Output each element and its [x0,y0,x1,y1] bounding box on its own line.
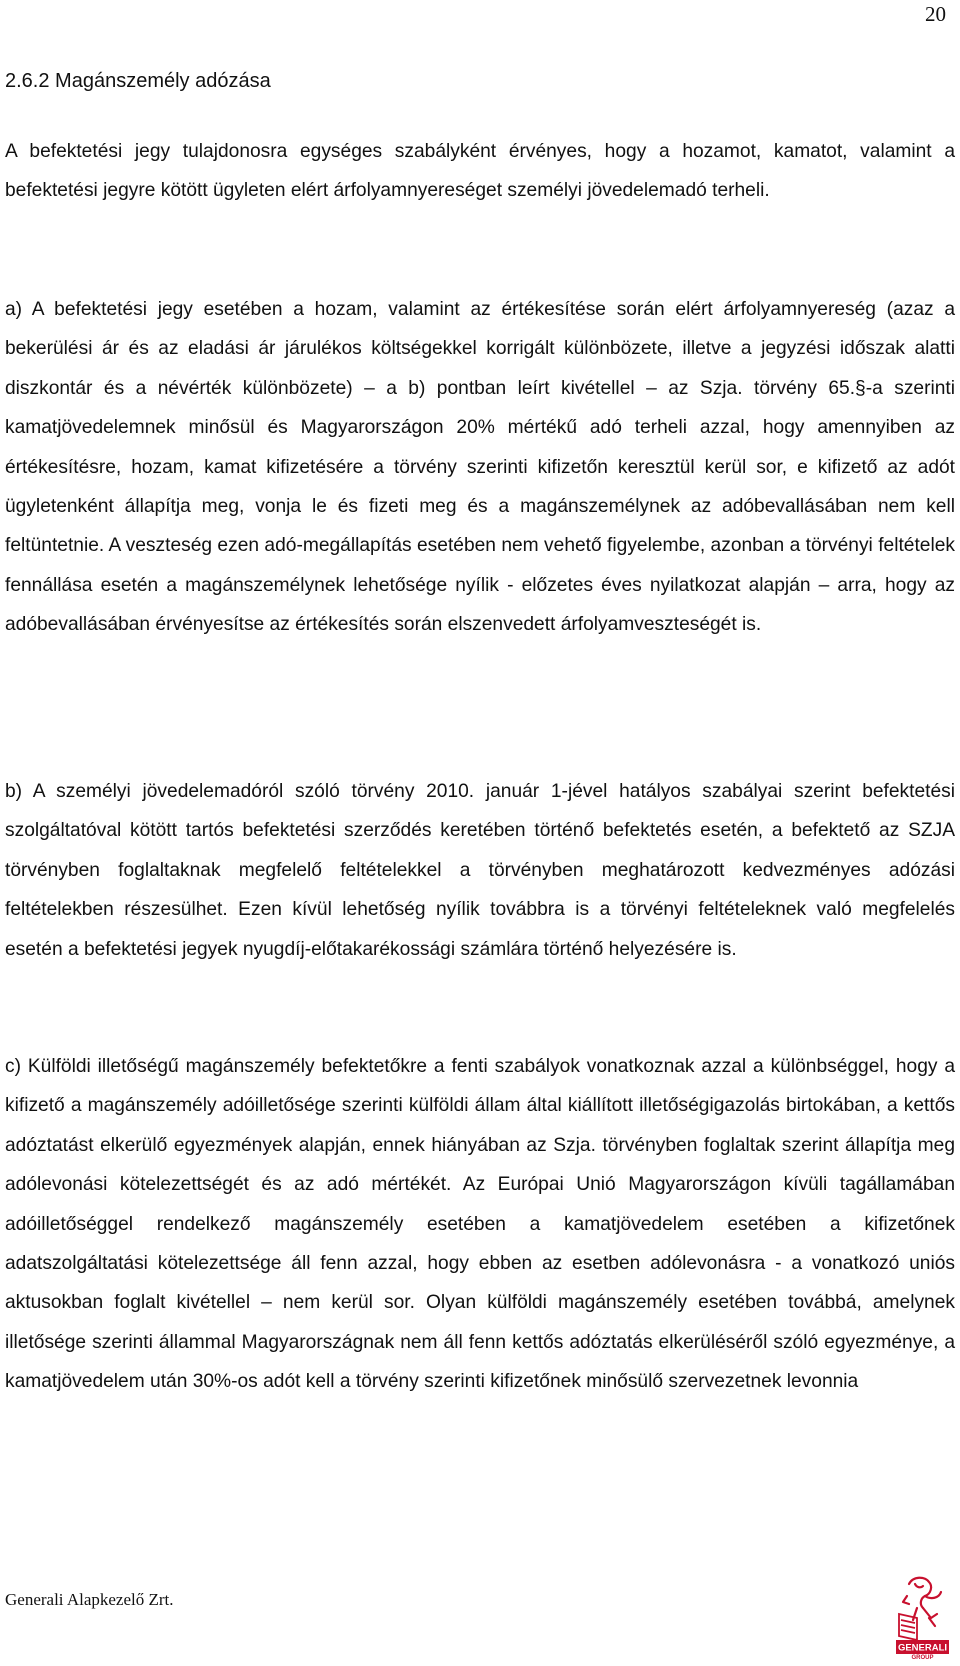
paragraph-a: a) A befektetési jegy esetében a hozam, valamint az értékesítése során elért árfolyamnyereség (azaz a bekerülési ár és az eladási ár járulékos költségekkel korrigált különbözete, illetve a jegyzési időszak alatti diszkontár és a névérték különbözete) – a b) pontban leírt kivétellel – az Szja. törvény 65.§-a szerinti kamatjövedelemnek minősül és Magyarországon 20% mértékű adó terheli azzal, hogy amennyiben az értékesítésre, hozam, kamat kifizetésére a törvény szerinti kifizetőn keresztül kerül sor, e kifizető az adót ügyletenként állapítja meg, vonja le és fizeti meg és a magánszemélynek az adóbevallásában nem kell feltüntetnie. A veszteség ezen adó-megállapítás esetében nem vehető figyelembe, azonban a törvényi feltételek fennállása esetén a magánszemélynek lehetősége nyílik - előzetes éves nyilatkozat alapján – arra, hogy az adóbevallásában érvényesítse az értékesítés során elszenvedett árfolyamveszteségét is. [5,299,955,636]
footer-company: Generali Alapkezelő Zrt. [5,1590,174,1609]
logo-subtext: GROUP [911,1655,934,1660]
lion-icon [903,1578,941,1626]
book-icon [899,1614,917,1640]
paragraph-c: c) Külföldi illetőségű magánszemély befektetőkre a fenti szabályok vonatkoznak azzal a különbséggel, hogy a kifizető a magánszemély adóilletősége szerinti külföldi állam által kiállított illetőségigazolás birtokában, a kettős adóztatást elkerülő egyezmények alapján, ennek hiányában az Szja. törvényben foglaltak szerint állapítja meg adólevonási kötelezettségét és az adó mértékét. Az Európai Unió Magyarországon kívüli tagállamában adóilletőséggel rendelkező magánszemély esetében a kamatjövedelem esetében a kifizetőnek adatszolgáltatási kötelezettsége áll fenn azzal, hogy ebben az esetben adólevonásra - a vonatkozó uniós aktusokban foglalt kivétellel – nem kerül sor. Olyan külföldi magánszemély esetében továbbá, amelynek illetősége szerinti állammal Magyarországnak nem áll fenn kettős adóztatás elkerüléséről szóló egyezménye, a kamatjövedelem után 30%-os adót kell a törvény szerinti kifizetőnek minősülő szervezetnek levonnia [5,1056,955,1393]
page-number: 20 [925,2,946,26]
paragraph-intro: A befektetési jegy tulajdonosra egységes szabályként érvényes, hogy a hozamot, kamatot, valamint a befektetési jegyre kötött ügyleten elért árfolyamnyereséget személyi jövedelemadó terheli. [5,141,955,201]
logo-text: GENERALI [897,1642,948,1654]
paragraph-b: b) A személyi jövedelemadóról szóló törvény 2010. január 1-jével hatályos szabályai szerint befektetési szolgáltatóval kötött tartós befektetési szerződés keretében történő befektetés esetén, a befektető az SZJA törvényben foglaltaknak megfelelő feltételekkel a törvényben meghatározott kedvezményes adózási feltételekben részesülhet. Ezen kívül lehetőség nyílik továbbra is a törvényi feltételeknek való megfelelés esetén a befektetési jegyek nyugdíj-előtakarékossági számlára történő helyezésére is. [5,781,955,960]
section-heading: 2.6.2 Magánszemély adózása [5,70,271,92]
generali-logo [895,1574,950,1660]
